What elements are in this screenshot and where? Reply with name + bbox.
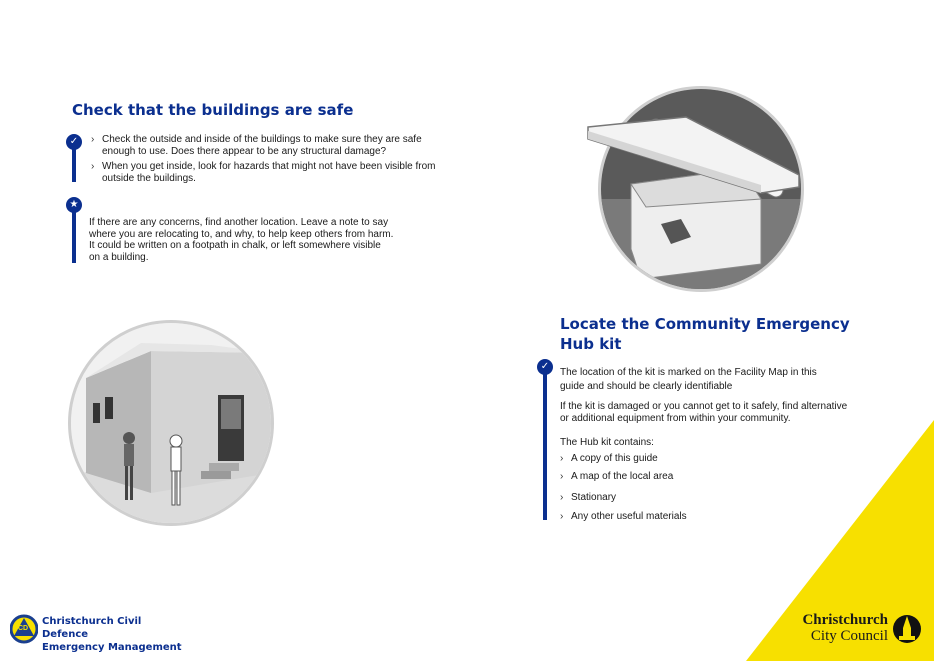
list-item: › A copy of this guide bbox=[560, 453, 810, 465]
building-illustration bbox=[68, 320, 274, 526]
check-icon: ✓ bbox=[66, 134, 82, 150]
cdem-name: Christchurch Civil Defence Emergency Management bbox=[42, 616, 182, 653]
check-list bbox=[91, 134, 441, 185]
relocation-note: If there are any concerns, find another location. Leave a note to say where you are relocating to, and why, to help keep others from harm. It could be written on a footpath in chalk, or left somewhere visible on a building. bbox=[89, 217, 394, 263]
check-icon: ✓ bbox=[537, 359, 553, 375]
kit-location-text: The location of the kit is marked on the Facility Map in this guide and should be clearly identifiable bbox=[560, 367, 817, 392]
table-top bbox=[586, 115, 801, 195]
cd-badge-text: CD bbox=[18, 625, 29, 632]
kit-damaged-text: If the kit is damaged or you cannot get to it safely, find alternative or additional equipment from within your community. bbox=[560, 401, 848, 424]
star-icon: ★ bbox=[66, 197, 82, 213]
cathedral-icon bbox=[892, 612, 922, 646]
list-item: › Stationary bbox=[560, 492, 810, 504]
list-item: › Check the outside and inside of the buildings to make sure they are safe enough to use. Does there appear to be any structural damage? bbox=[91, 134, 441, 158]
list-item: › When you get inside, look for hazards that might not have been visible from outside the buildings. bbox=[91, 161, 441, 185]
list-item: › Any other useful materials bbox=[560, 511, 810, 523]
ccc-logo: Christchurch City Council bbox=[802, 612, 888, 644]
note-bar bbox=[72, 205, 76, 263]
kit-contains-label: The Hub kit contains: bbox=[560, 437, 654, 448]
list-item: › A map of the local area bbox=[560, 471, 810, 483]
section-title-buildings-safe: Check that the buildings are safe bbox=[72, 101, 354, 119]
hub-bar bbox=[543, 367, 547, 520]
section-title-hub-kit: Locate the Community Emergency Hub kit bbox=[560, 315, 850, 353]
